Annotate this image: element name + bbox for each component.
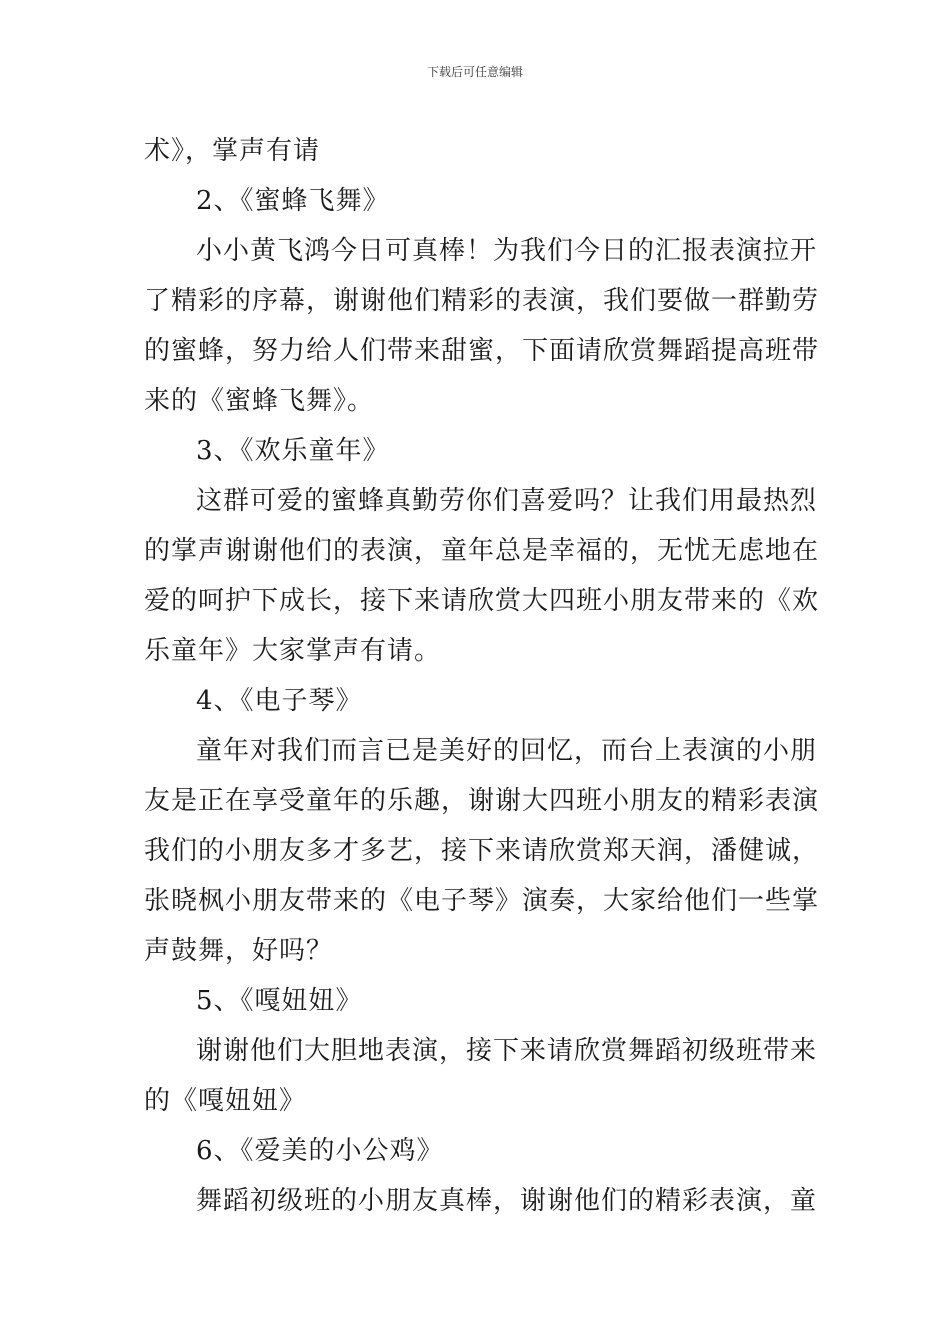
text-line-1: 术》，掌声有请 (144, 136, 321, 166)
text-line-15: 我们的小朋友多才多艺，接下来请欣赏郑天润，潘健诚， (144, 836, 820, 866)
section-heading-4: 4、《电子琴》 (196, 686, 363, 716)
section-heading-3: 3、《欢乐童年》 (196, 436, 390, 466)
document-body (144, 126, 820, 1226)
text-line-10: 爱的呵护下成长，接下来请欣赏大四班小朋友带来的《欢 (144, 586, 820, 616)
text-line-3: 小小黄飞鸿今日可真棒！为我们今日的汇报表演拉开 (196, 236, 818, 266)
text-line-8: 这群可爱的蜜蜂真勤劳你们喜爱吗？让我们用最热烈 (196, 486, 818, 516)
section-heading-6: 6、《爱美的小公鸡》 (196, 1136, 444, 1166)
text-line-17: 声鼓舞，好吗？ (144, 936, 334, 966)
text-line-14: 友是正在享受童年的乐趣，谢谢大四班小朋友的精彩表演 (144, 786, 820, 816)
text-line-4: 了精彩的序幕，谢谢他们精彩的表演，我们要做一群勤劳 (144, 286, 820, 316)
text-line-19: 谢谢他们大胆地表演，接下来请欣赏舞蹈初级班带来 (196, 1036, 818, 1066)
page-header-note: 下载后可任意编辑 (426, 65, 523, 79)
text-line-5: 的蜜蜂，努力给人们带来甜蜜，下面请欣赏舞蹈提高班带 (144, 336, 820, 366)
text-line-9: 的掌声谢谢他们的表演，童年总是幸福的，无忧无虑地在 (144, 536, 820, 566)
text-line-11: 乐童年》大家掌声有请。 (144, 636, 442, 666)
text-line-6: 来的《蜜蜂飞舞》。 (144, 386, 375, 416)
text-line-13: 童年对我们而言已是美好的回忆，而台上表演的小朋 (196, 736, 818, 766)
text-line-20: 的《嘎妞妞》 (144, 1086, 307, 1116)
section-heading-2: 2、《蜜蜂飞舞》 (196, 186, 390, 216)
section-heading-5: 5、《嘎妞妞》 (196, 986, 363, 1016)
text-line-22: 舞蹈初级班的小朋友真棒，谢谢他们的精彩表演，童 (196, 1186, 818, 1216)
text-line-16: 张晓枫小朋友带来的《电子琴》演奏，大家给他们一些掌 (144, 886, 820, 916)
